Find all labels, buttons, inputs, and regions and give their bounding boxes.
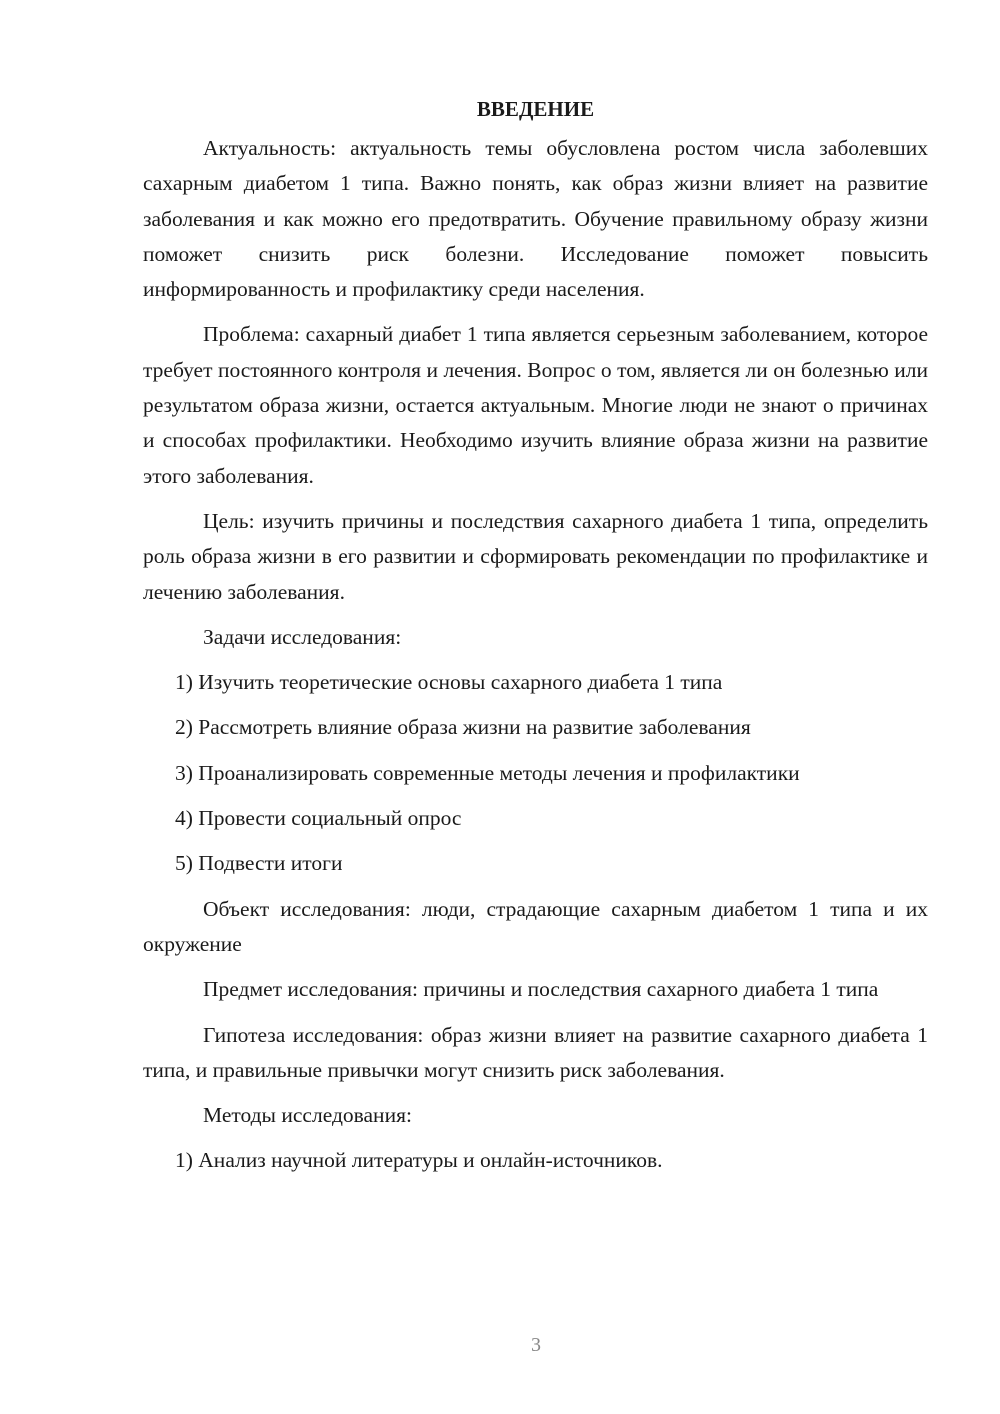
paragraph-relevance: Актуальность: актуальность темы обусловлена ростом числа заболевших сахарным диабетом 1 типа. Важно понять, как образ жизни влияет на развитие заболевания и как можно его предотвратить. Обучение правильному образу жизни поможет снизить риск болезни. Исследование поможет повысить информированность и профилактику среди населения.	[143, 136, 928, 302]
document-page	[143, 92, 928, 1189]
methods-heading: Методы исследования:	[203, 1103, 412, 1128]
paragraph-subject: Предмет исследования: причины и последствия сахарного диабета 1 типа	[203, 977, 879, 1002]
list-item: 3) Проанализировать современные методы лечения и профилактики	[175, 760, 800, 785]
paragraph-goal: Цель: изучить причины и последствия сахарного диабета 1 типа, определить роль образа жизни в его развитии и сформировать рекомендации по профилактике и лечению заболевания.	[143, 508, 928, 604]
list-item: 1) Изучить теоретические основы сахарного диабета 1 типа	[175, 670, 723, 695]
paragraph-problem: Проблема: сахарный диабет 1 типа является серьезным заболеванием, которое требует постоянного контроля и лечения. Вопрос о том, является ли он болезнью или результатом образа жизни, остается актуальным. Многие люди не знают о причинах и способах профилактики. Необходимо изучить влияние образа жизни на развитие этого заболевания.	[143, 322, 928, 488]
list-item: 5) Подвести итоги	[175, 851, 343, 876]
page-number: 3	[531, 1334, 541, 1356]
tasks-heading: Задачи исследования:	[203, 624, 402, 649]
list-item: 1) Анализ научной литературы и онлайн-источников.	[175, 1148, 663, 1173]
methods-list	[143, 1143, 928, 1178]
paragraph-object: Объект исследования: люди, страдающие сахарным диабетом 1 типа и их окружение	[143, 896, 928, 956]
list-item: 2) Рассмотреть влияние образа жизни на развитие заболевания	[175, 715, 751, 740]
list-item: 4) Провести социальный опрос	[175, 806, 462, 831]
tasks-list	[143, 665, 928, 881]
page-title: ВВЕДЕНИЕ	[476, 97, 595, 121]
paragraph-hypothesis: Гипотеза исследования: образ жизни влияет на развитие сахарного диабета 1 типа, и правильные привычки могут снизить риск заболевания.	[143, 1022, 928, 1082]
